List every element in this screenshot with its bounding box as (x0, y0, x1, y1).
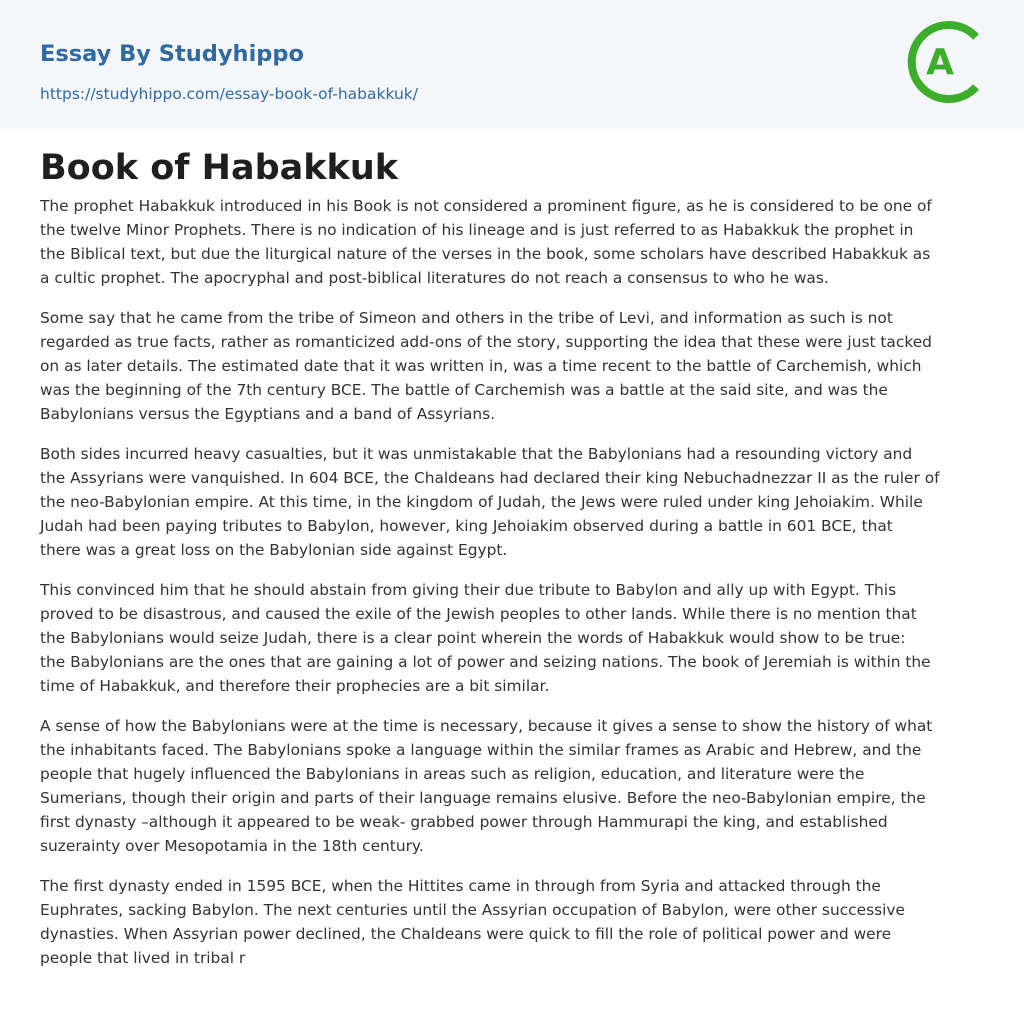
studyhippo-logo-icon[interactable] (902, 17, 992, 107)
article-paragraph-6: The first dynasty ended in 1595 BCE, when the Hittites came in through from Syria and attacked through the Euphrates, sacking Babylon. The next centuries until the Assyrian occupation of Babylon, were other successive dynasties. When Assyrian power declined, the Chaldeans were quick to fill the role of political power and were people that lived in tribal r (40, 877, 905, 967)
article-paragraph-2: Some say that he came from the tribe of Simeon and others in the tribe of Levi, and information as such is not regarded as true facts, rather as romanticized add-ons of the story, supporting the idea that these were just tacked on as later details. The estimated date that it was written in, was a time recent to the battle of Carchemish, which was the beginning of the 7th century BCE. The battle of Carchemish was a battle at the said site, and was the Babylonians versus the Egyptians and a band of Assyrians. (40, 309, 932, 423)
article-paragraph-3: Both sides incurred heavy casualties, but it was unmistakable that the Babylonians had a resounding victory and the Assyrians were vanquished. In 604 BCE, the Chaldeans had declared their king Nebuchadnezzar II as the ruler of the neo-Babylonian empire. At this time, in the kingdom of Judah, the Jews were ruled under king Jehoiakim. While Judah had been paying tributes to Babylon, however, king Jehoiakim observed during a battle in 601 BCE, that there was a great loss on the Babylonian side against Egypt. (40, 445, 940, 559)
site-header (0, 0, 1024, 129)
article (40, 146, 986, 986)
article-paragraph-4: This convinced him that he should abstain from giving their due tribute to Babylon and ally up with Egypt. This proved to be disastrous, and caused the exile of the Jewish peoples to other lands. While there is no mention that the Babylonians would seize Judah, there is a clear point wherein the words of Habakkuk would show to be true: the Babylonians are the ones that are gaining a lot of power and seizing nations. The book of Jeremiah is within the time of Habakkuk, and therefore their prophecies are a bit similar. (40, 581, 931, 695)
site-title[interactable]: Essay By Studyhippo (40, 41, 304, 67)
article-paragraph-5: A sense of how the Babylonians were at the time is necessary, because it gives a sense to show the history of what the inhabitants faced. The Babylonians spoke a language within the similar frames as Arabic and Hebrew, and the people that hugely influenced the Babylonians in areas such as religion, education, and literature were the Sumerians, though their origin and parts of their language remains elusive. Before the neo-Babylonian empire, the first dynasty –although it appeared to be weak- grabbed power through Hammurapi the king, and established suzerainty over Mesopotamia in the 18th century. (40, 717, 933, 855)
source-url-link[interactable]: https://studyhippo.com/essay-book-of-habakkuk/ (40, 85, 419, 103)
article-paragraph-1: The prophet Habakkuk introduced in his Book is not considered a prominent figure, as he is considered to be one of the twelve Minor Prophets. There is no indication of his lineage and is just referred to as Habakkuk the prophet in the Biblical text, but due the liturgical nature of the verses in the book, some scholars have described Habakkuk as a cultic prophet. The apocryphal and post-biblical literatures do not reach a consensus to who he was. (40, 197, 932, 287)
logo-letter: A (926, 42, 954, 83)
page-title: Book of Habakkuk (40, 148, 399, 188)
